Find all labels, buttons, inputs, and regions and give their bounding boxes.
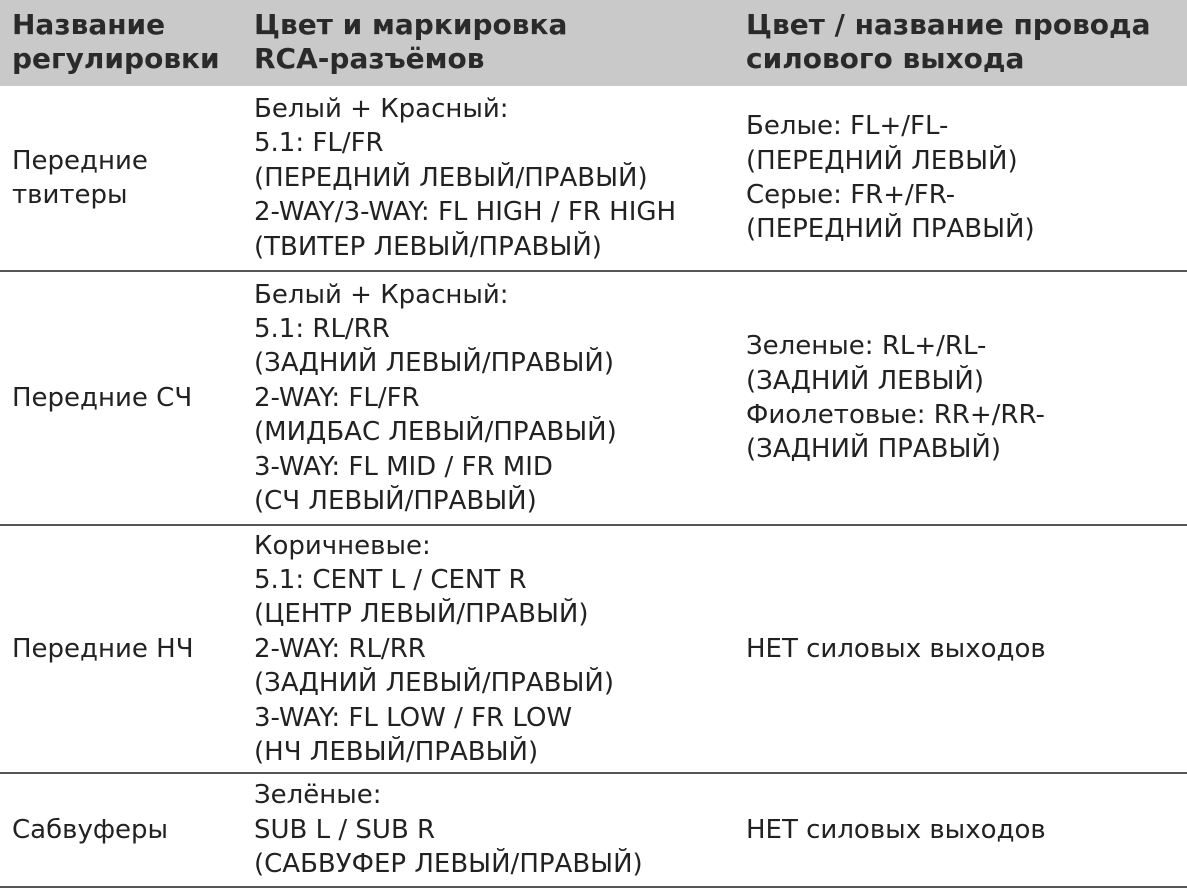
cell-wire bbox=[746, 86, 1186, 270]
cell-adjustment bbox=[12, 526, 242, 772]
cell-rca bbox=[254, 526, 734, 772]
table-row-front-mids bbox=[0, 272, 1187, 524]
header-adjustment-name: Название регулировки bbox=[12, 8, 220, 75]
wire-color: НЕТ силовых выходов bbox=[746, 633, 1046, 664]
header-rca-color-marking: Цвет и маркировка RCA-разъёмов bbox=[254, 8, 568, 75]
header-power-wire-color: Цвет / название провода силового выхода bbox=[746, 8, 1151, 75]
table-row-front-tweeters bbox=[0, 86, 1187, 270]
table-row-subwoofers bbox=[0, 774, 1187, 886]
rca-marking: Белый + Красный: 5.1: FL/FR (ПЕРЕДНИЙ ЛЕВЫЙ/ПРАВЫЙ) 2-WAY/3-WAY: FL HIGH / FR HIGH (ТВИТЕР ЛЕВЫЙ/ПРАВЫЙ) bbox=[254, 93, 677, 262]
rca-marking: Белый + Красный: 5.1: RL/RR (ЗАДНИЙ ЛЕВЫЙ/ПРАВЫЙ) 2-WAY: FL/FR (МИДБАС ЛЕВЫЙ/ПРАВЫЙ) 3-WAY: FL MID / FR MID (СЧ ЛЕВЫЙ/ПРАВЫЙ) bbox=[254, 279, 617, 517]
adjustment-label: Передние твитеры bbox=[12, 145, 148, 210]
cell-adjustment bbox=[12, 774, 242, 886]
wire-color: Зеленые: RL+/RL- (ЗАДНИЙ ЛЕВЫЙ) Фиолетовые: RR+/RR- (ЗАДНИЙ ПРАВЫЙ) bbox=[746, 331, 1045, 465]
cell-rca bbox=[254, 86, 734, 270]
adjustment-label: Передние НЧ bbox=[12, 633, 194, 664]
cell-wire bbox=[746, 272, 1186, 524]
cell-wire bbox=[746, 774, 1186, 886]
cell-rca bbox=[254, 272, 734, 524]
wire-color: НЕТ силовых выходов bbox=[746, 814, 1046, 845]
table-row-front-lows bbox=[0, 526, 1187, 772]
rca-marking: Зелёные: SUB L / SUB R (САБВУФЕР ЛЕВЫЙ/ПРАВЫЙ) bbox=[254, 780, 643, 880]
rca-marking: Коричневые: 5.1: CENT L / CENT R (ЦЕНТР ЛЕВЫЙ/ПРАВЫЙ) 2-WAY: RL/RR (ЗАДНИЙ ЛЕВЫЙ/ПРАВЫЙ) 3-WAY: FL LOW / FR LOW (НЧ ЛЕВЫЙ/ПРАВЫЙ) bbox=[254, 530, 614, 768]
adjustment-label: Передние СЧ bbox=[12, 382, 193, 413]
cell-rca bbox=[254, 774, 734, 886]
cell-adjustment bbox=[12, 272, 242, 524]
cell-wire bbox=[746, 526, 1186, 772]
adjustment-label: Сабвуферы bbox=[12, 814, 169, 845]
wire-color: Белые: FL+/FL- (ПЕРЕДНИЙ ЛЕВЫЙ) Серые: FR+/FR- (ПЕРЕДНИЙ ПРАВЫЙ) bbox=[746, 111, 1035, 245]
cell-adjustment bbox=[12, 86, 242, 270]
table-header-row bbox=[0, 0, 1187, 86]
row-divider bbox=[0, 886, 1187, 888]
